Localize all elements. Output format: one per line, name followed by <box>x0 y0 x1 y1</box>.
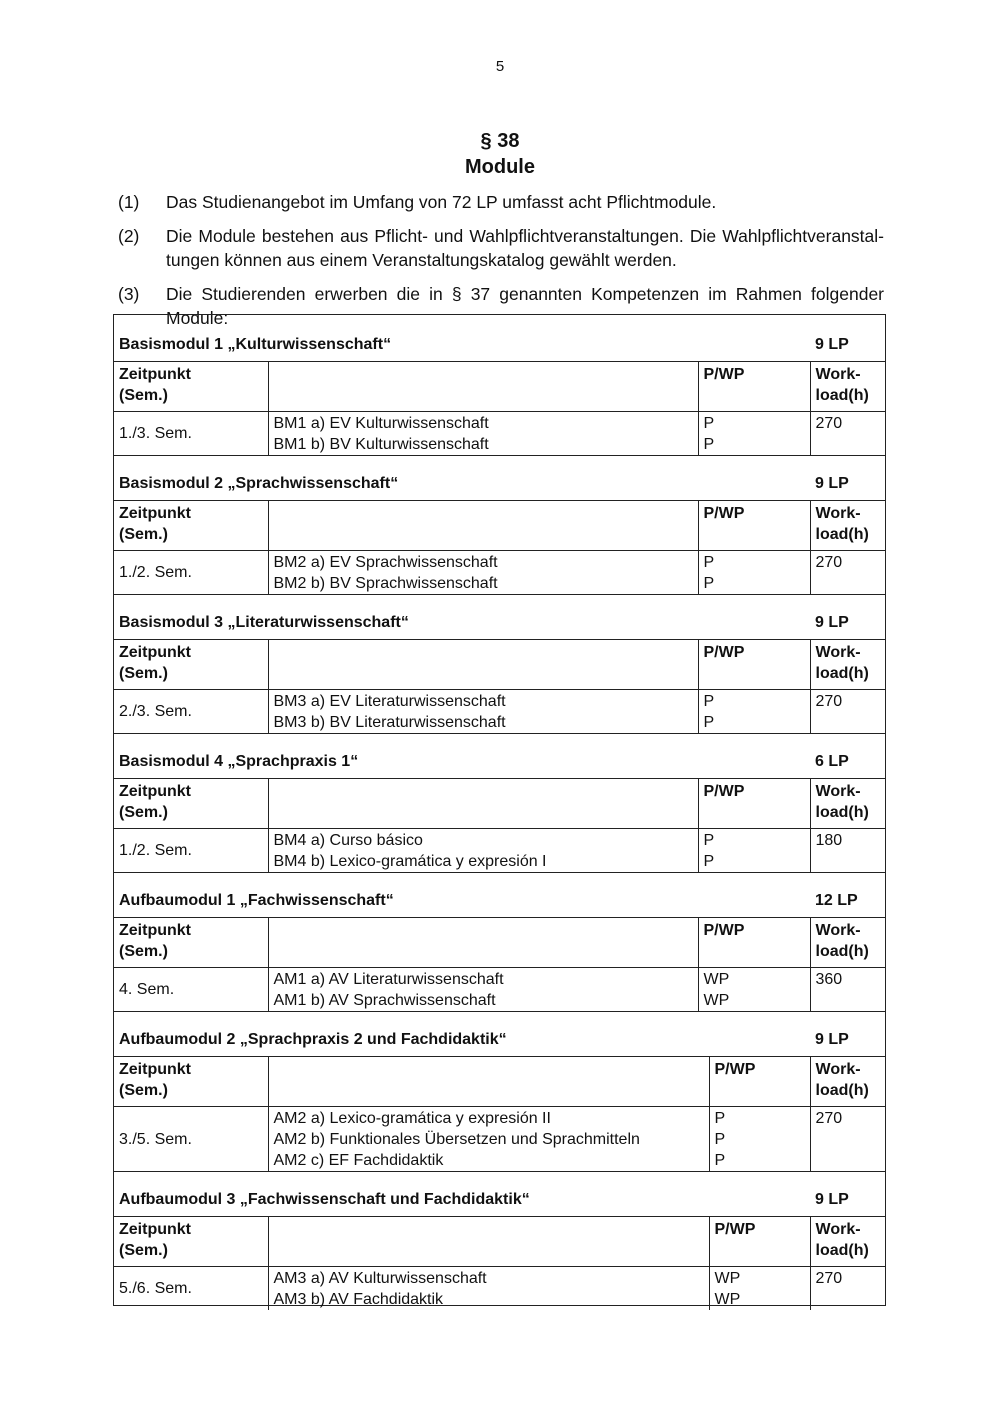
header-pwp: P/WP <box>698 779 810 829</box>
header-course <box>268 362 698 412</box>
header-pwp: P/WP <box>709 1217 810 1267</box>
workload-cell: 270 <box>810 1107 885 1172</box>
semester-cell: 1./3. Sem. <box>114 412 268 456</box>
module-title: Aufbaumodul 3 „Fachwissenschaft und Fachdidaktik“ <box>119 1191 530 1208</box>
workload-cell: 270 <box>810 690 885 734</box>
workload-cell: 180 <box>810 829 885 873</box>
header-row <box>114 1057 885 1107</box>
workload-cell: 270 <box>810 1267 885 1311</box>
courses-cell: BM1 a) EV Kulturwissenschaft BM1 b) BV Kulturwissenschaft <box>268 412 698 456</box>
workload-cell: 270 <box>810 412 885 456</box>
header-course <box>268 779 698 829</box>
module-detail-table <box>114 1216 885 1310</box>
header-row <box>114 362 885 412</box>
header-course <box>268 918 698 968</box>
courses-cell: BM2 a) EV Sprachwissenschaft BM2 b) BV Sprachwissenschaft <box>268 551 698 595</box>
module-detail-table <box>114 500 885 595</box>
module-aufbaumodul-3 <box>114 1170 885 1309</box>
semester-cell: 1./2. Sem. <box>114 551 268 595</box>
header-pwp: P/WP <box>698 918 810 968</box>
module-credits: 9 LP <box>815 336 849 353</box>
header-pwp: P/WP <box>698 640 810 690</box>
module-detail-table <box>114 639 885 734</box>
header-row <box>114 640 885 690</box>
module-detail-table <box>114 1056 885 1172</box>
paragraph-text: Die Module bestehen aus Pflicht- und Wahlpflichtveranstaltungen. Die Wahlpflichtveranstal-tungen können aus einem Veranstaltungskatalog gewählt werden. <box>166 226 884 270</box>
table-row <box>114 412 885 456</box>
module-credits: 6 LP <box>815 753 849 770</box>
table-row <box>114 1267 885 1311</box>
module-title: Basismodul 2 „Sprachwissenschaft“ <box>119 475 399 492</box>
paragraph-number: (1) <box>118 192 140 212</box>
workload-cell: 360 <box>810 968 885 1012</box>
header-pwp: P/WP <box>698 362 810 412</box>
table-row <box>114 690 885 734</box>
header-zeitpunkt: Zeitpunkt (Sem.) <box>114 779 268 829</box>
header-course <box>268 1217 709 1267</box>
table-row <box>114 551 885 595</box>
header-workload: Work- load(h) <box>810 779 885 829</box>
module-detail-table <box>114 361 885 456</box>
semester-cell: 5./6. Sem. <box>114 1267 268 1311</box>
module-basismodul-3 <box>114 593 885 732</box>
courses-cell: BM4 a) Curso básico BM4 b) Lexico-gramática y expresión I <box>268 829 698 873</box>
semester-cell: 2./3. Sem. <box>114 690 268 734</box>
header-zeitpunkt: Zeitpunkt (Sem.) <box>114 501 268 551</box>
module-aufbaumodul-2 <box>114 1010 885 1170</box>
header-workload: Work- load(h) <box>810 640 885 690</box>
module-detail-table <box>114 917 885 1012</box>
section-title: Module <box>465 156 535 178</box>
module-aufbaumodul-1 <box>114 871 885 1010</box>
type-cell: P P <box>698 690 810 734</box>
section-number: § 38 <box>480 130 520 152</box>
semester-cell: 3./5. Sem. <box>114 1107 268 1172</box>
type-cell: P P <box>698 412 810 456</box>
module-basismodul-1 <box>114 315 885 454</box>
module-title: Aufbaumodul 2 „Sprachpraxis 2 und Fachdidaktik“ <box>119 1031 507 1048</box>
header-zeitpunkt: Zeitpunkt (Sem.) <box>114 1057 268 1107</box>
paragraph-text: Die Studierenden erwerben die in § 37 genannten Kompetenzen im Rahmen folgender Module: <box>166 284 884 328</box>
type-cell: WP WP <box>709 1267 810 1311</box>
module-credits: 9 LP <box>815 1031 849 1048</box>
header-zeitpunkt: Zeitpunkt (Sem.) <box>114 640 268 690</box>
header-course <box>268 1057 709 1107</box>
semester-cell: 4. Sem. <box>114 968 268 1012</box>
header-zeitpunkt: Zeitpunkt (Sem.) <box>114 918 268 968</box>
header-row <box>114 918 885 968</box>
type-cell: WP WP <box>698 968 810 1012</box>
module-credits: 12 LP <box>815 892 858 909</box>
header-workload: Work- load(h) <box>810 1057 885 1107</box>
paragraph-number: (2) <box>118 226 140 246</box>
page-number: 5 <box>495 58 505 75</box>
module-credits: 9 LP <box>815 475 849 492</box>
header-workload: Work- load(h) <box>810 918 885 968</box>
header-course <box>268 501 698 551</box>
module-table <box>113 314 886 1306</box>
type-cell: P P P <box>709 1107 810 1172</box>
module-title: Basismodul 3 „Literaturwissenschaft“ <box>119 614 409 631</box>
type-cell: P P <box>698 829 810 873</box>
header-pwp: P/WP <box>698 501 810 551</box>
type-cell: P P <box>698 551 810 595</box>
header-pwp: P/WP <box>709 1057 810 1107</box>
module-title: Aufbaumodul 1 „Fachwissenschaft“ <box>119 892 394 909</box>
module-credits: 9 LP <box>815 614 849 631</box>
header-workload: Work- load(h) <box>810 501 885 551</box>
semester-cell: 1./2. Sem. <box>114 829 268 873</box>
header-row <box>114 779 885 829</box>
header-workload: Work- load(h) <box>810 362 885 412</box>
module-title: Basismodul 1 „Kulturwissenschaft“ <box>119 336 392 353</box>
courses-cell: AM1 a) AV Literaturwissenschaft AM1 b) AV Sprachwissenschaft <box>268 968 698 1012</box>
header-row <box>114 1217 885 1267</box>
paragraph-number: (3) <box>118 284 140 304</box>
table-row <box>114 1107 885 1172</box>
module-detail-table <box>114 778 885 873</box>
header-zeitpunkt: Zeitpunkt (Sem.) <box>114 362 268 412</box>
header-workload: Work- load(h) <box>810 1217 885 1267</box>
module-basismodul-2 <box>114 454 885 593</box>
paragraph-text: Das Studienangebot im Umfang von 72 LP umfasst acht Pflichtmodule. <box>166 192 717 212</box>
header-zeitpunkt: Zeitpunkt (Sem.) <box>114 1217 268 1267</box>
header-row <box>114 501 885 551</box>
table-row <box>114 968 885 1012</box>
courses-cell: BM3 a) EV Literaturwissenschaft BM3 b) BV Literaturwissenschaft <box>268 690 698 734</box>
workload-cell: 270 <box>810 551 885 595</box>
module-title: Basismodul 4 „Sprachpraxis 1“ <box>119 753 359 770</box>
module-basismodul-4 <box>114 732 885 871</box>
table-row <box>114 829 885 873</box>
header-course <box>268 640 698 690</box>
courses-cell: AM3 a) AV Kulturwissenschaft AM3 b) AV Fachdidaktik <box>268 1267 709 1311</box>
courses-cell: AM2 a) Lexico-gramática y expresión II AM2 b) Funktionales Übersetzen und Sprachmitteln AM2 c) EF Fachdidaktik <box>268 1107 709 1172</box>
module-credits: 9 LP <box>815 1191 849 1208</box>
